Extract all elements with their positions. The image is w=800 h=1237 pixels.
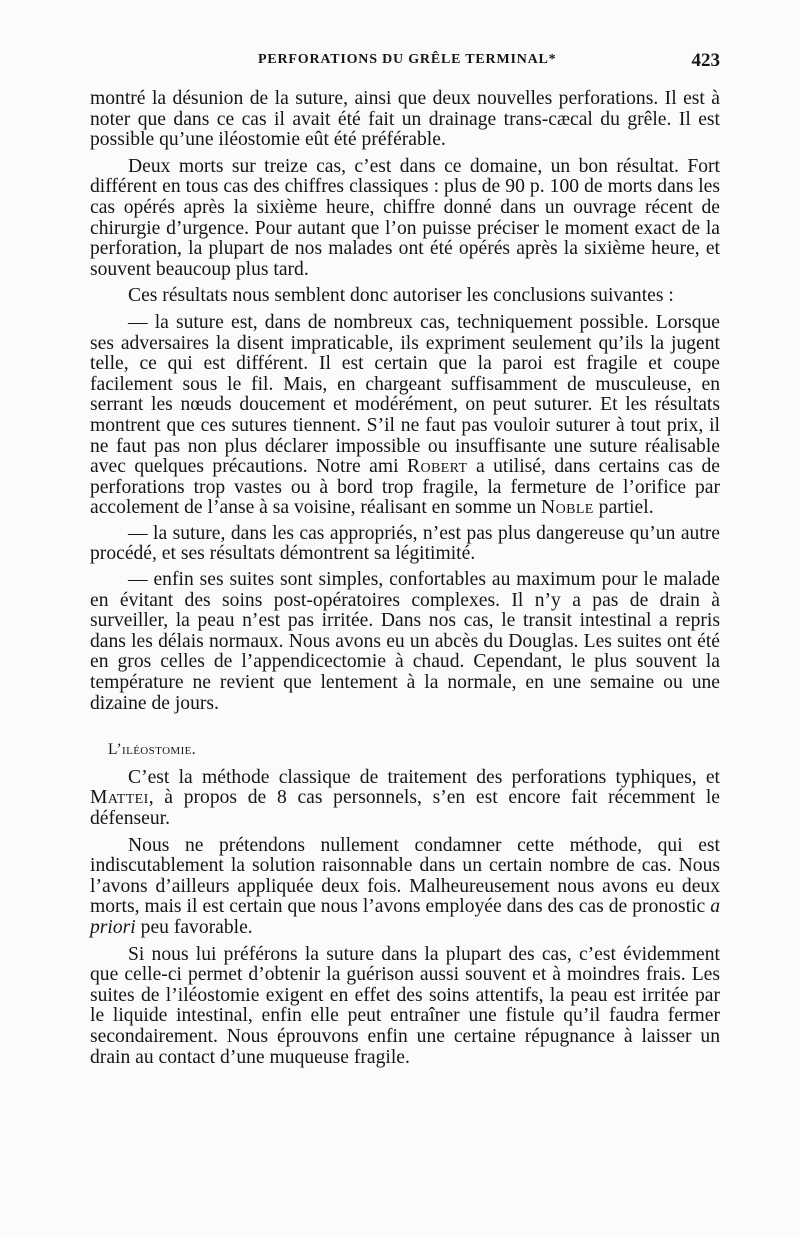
page-number: 423: [691, 50, 720, 71]
running-head: [90, 50, 720, 74]
paragraph-conclusions-intro: Ces résultats nous semblent donc autoriser les conclusions suivantes :: [128, 285, 674, 307]
author-name-robert: Robert: [406, 456, 468, 478]
paragraph-classic-method: [90, 768, 720, 830]
paragraph-text: , à propos de 8 cas personnels, s’en est encore fait récemment le défenseur.: [90, 787, 720, 829]
paragraph-continued: montré la désunion de la suture, ainsi que deux nouvelles perforations. Il est à noter que dans ce cas il avait été fait un drainage trans-cæcal du grêle. Il est possible qu’une iléostomie eût été préférable.: [90, 88, 720, 151]
paragraph-text: C’est la méthode classique de traitement des perforations typhiques, et: [128, 766, 720, 788]
paragraph-text: peu favorable.: [140, 916, 253, 938]
paragraph-conclusion-1: [90, 313, 720, 519]
paragraph-text: Nous ne prétendons nullement condamner cette méthode, qui est indiscutablement la solution raisonnable dans un certain nombre de cas. Nous l’avons d’ailleurs appliquée deux fois. Malheureusement nous avons eu deux morts, mais il est certain que nous l’avons employée dans des cas de pronostic: [90, 834, 720, 918]
author-name-noble: Noble: [541, 497, 594, 519]
body-text: [90, 89, 720, 1074]
paragraph-text: partiel.: [598, 497, 654, 519]
paragraph-conclusion-3: — enfin ses suites sont simples, confortables au maximum pour le malade en évitant des soins post-opératoires complexes. Il n’y a pas de drain à surveiller, la peau n’est pas irritée. Dans nos cas, le transit intestinal a repris dans les délais normaux. Nous avons eu un abcès du Douglas. Les suites ont été en gros celles de l’appendicectomie à chaud. Cependant, le plus souvent la température ne revient que lentement à la normale, en une semaine ou une dizaine de jours.: [90, 569, 720, 714]
paragraph-no-condemnation: [90, 836, 720, 939]
paragraph-conclusion-2: — la suture, dans les cas appropriés, n’est pas plus dangereuse qu’un autre procédé, et ses résultats démontrent sa légitimité.: [90, 522, 720, 565]
paragraph-preference: Si nous lui préférons la suture dans la plupart des cas, c’est évidemment que celle-ci permet d’obtenir la guérison aussi souvent et à moindres frais. Les suites de l’iléostomie exigent en effet des soins attentifs, la peau est irritée par le liquide intestinal, enfin elle peut entraîner une fistule qu’il faudra fermer secondairement. Nous éprouvons enfin une certaine répugnance à laisser un drain au contact d’une muqueuse fragile.: [90, 943, 720, 1068]
paragraph-text: — la suture est, dans de nombreux cas, techniquement possible. Lorsque ses adversaires la disent impraticable, ils expriment seulement qu’ils la jugent telle, ce qui est différent. Il est certain que la paroi est fragile et coupe facilement sous le fil. Mais, en chargeant suffisamment de musculeuse, en serrant les nœuds doucement et modérément, on peut suturer. Et les résultats montrent que ces sutures tiennent. S’il ne faut pas vouloir suturer à tout prix, il ne faut pas non plus déclarer impossible ou insuffisante une suture réalisable avec quelques précautions. Notre ami: [90, 311, 720, 478]
paragraph-results: Deux morts sur treize cas, c’est dans ce domaine, un bon résultat. Fort différent en tous cas des chiffres classiques : plus de 90 p. 100 de morts dans les cas opérés après la sixième heure, chiffre donné dans un ouvrage récent de chirurgie d’urgence. Pour autant que l’on puisse préciser le moment exact de la perforation, la plupart de nos malades ont été opérés après la sixième heure, et souvent beaucoup plus tard.: [90, 155, 720, 280]
italic-a-priori: a priori: [90, 896, 720, 938]
section-heading-ileostomie: L’iléostomie.: [108, 741, 197, 759]
author-name-mattei: Mattei: [90, 787, 149, 809]
running-title: PERFORATIONS DU GRÊLE TERMINAL*: [258, 52, 557, 67]
paragraph-text: a utilisé, dans certains cas de perforations trop vastes ou à bord trop fragile, la fermeture de l’orifice par accolement de l’anse à sa voisine, réalisant en somme un: [90, 456, 720, 519]
